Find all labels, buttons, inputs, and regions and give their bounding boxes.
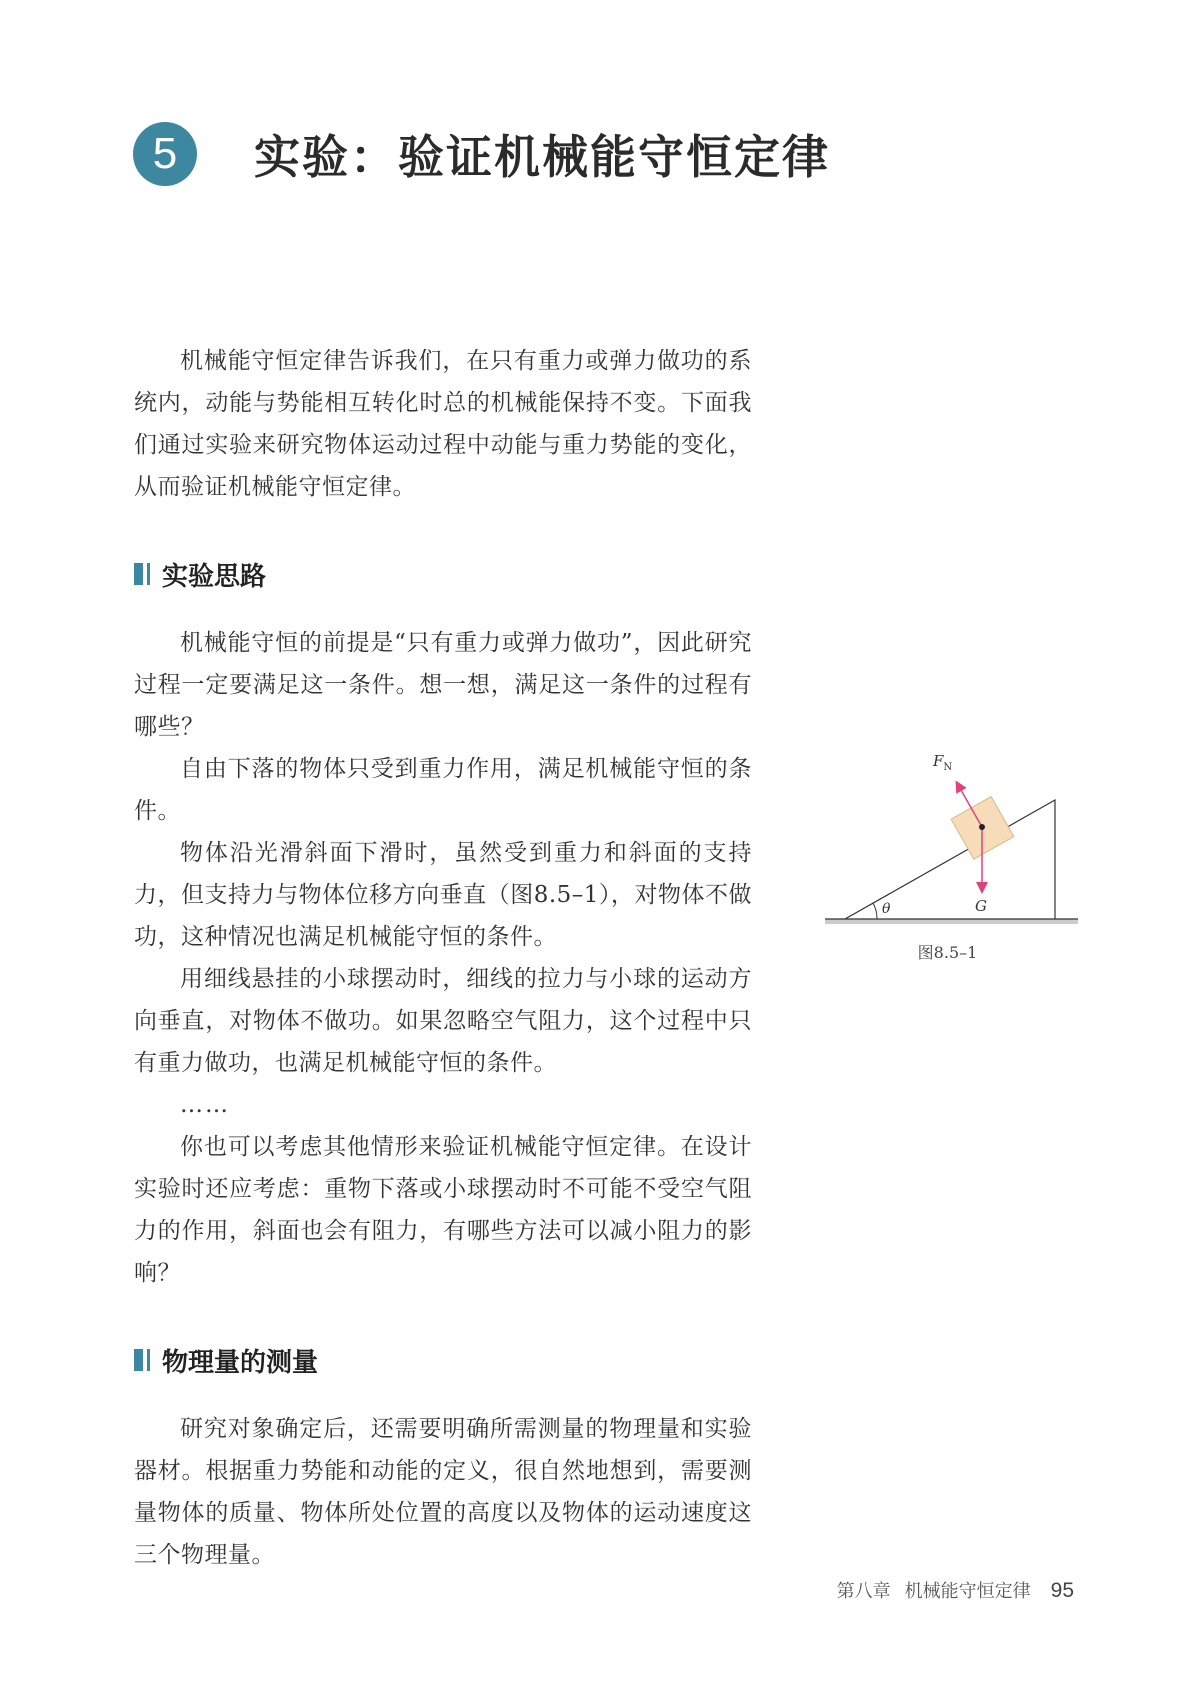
section-title-row [133,119,830,189]
center-dot [979,824,985,830]
angle-arc [873,903,877,919]
heading-marker-icon [147,563,150,585]
page-number: 95 [1050,1579,1074,1602]
ellipsis: …… [180,1092,230,1118]
heading-text: 物理量的测量 [162,1347,319,1378]
paragraph: 物体沿光滑斜面下滑时，虽然受到重力和斜面的支持力，但支持力与物体位移方向垂直（图8.5–1），对物体不做功，这种情况也满足机械能守恒的条件。 [134,840,752,950]
heading-marker-icon [134,563,143,585]
label-theta: θ [882,901,891,917]
footer-chapter-title: 机械能守恒定律 [904,1581,1031,1602]
incline-diagram [815,752,1080,972]
page-footer [837,1577,1074,1603]
label-fn: $F_N$ [933,752,953,773]
page-title: 实验：验证机械能守恒定律 [254,130,830,184]
ground [825,919,1078,924]
figure-caption: 图8.5–1 [917,943,978,962]
paragraph: 自由下落的物体只受到重力作用，满足机械能守恒的条件。 [134,756,752,824]
section-heading-experiment-idea [134,554,752,594]
heading-text: 实验思路 [162,561,267,592]
section-heading-measurement [134,1340,752,1380]
label-g: G [975,897,987,915]
paragraph: 机械能守恒的前提是“只有重力或弹力做功”，因此研究过程一定要满足这一条件。想一想，满足这一条件的过程有哪些？ [134,630,752,740]
section-number-badge: 5 [133,122,197,186]
paragraph: 研究对象确定后，还需要明确所需测量的物理量和实验器材。根据重力势能和动能的定义，很自然地想到，需要测量物体的质量、物体所处位置的高度以及物体的运动速度这三个物理量。 [134,1416,752,1568]
heading-marker-icon [134,1349,143,1371]
intro-paragraph: 机械能守恒定律告诉我们，在只有重力或弹力做功的系统内，动能与势能相互转化时总的机械能保持不变。下面我们通过实验来研究物体运动过程中动能与重力势能的变化，从而验证机械能守恒定律。 [134,348,752,500]
heading-marker-icon [147,1349,150,1371]
paragraph: 用细线悬挂的小球摆动时，细线的拉力与小球的运动方向垂直，对物体不做功。如果忽略空气阻力，这个过程中只有重力做功，也满足机械能守恒的条件。 [134,966,752,1076]
paragraph: 你也可以考虑其他情形来验证机械能守恒定律。在设计实验时还应考虑：重物下落或小球摆动时不可能不受空气阻力的作用，斜面也会有阻力，有哪些方法可以减小阻力的影响？ [134,1134,752,1286]
footer-chapter: 第八章 [836,1581,891,1602]
incline-triangle [845,800,1055,919]
main-content [134,340,752,1576]
